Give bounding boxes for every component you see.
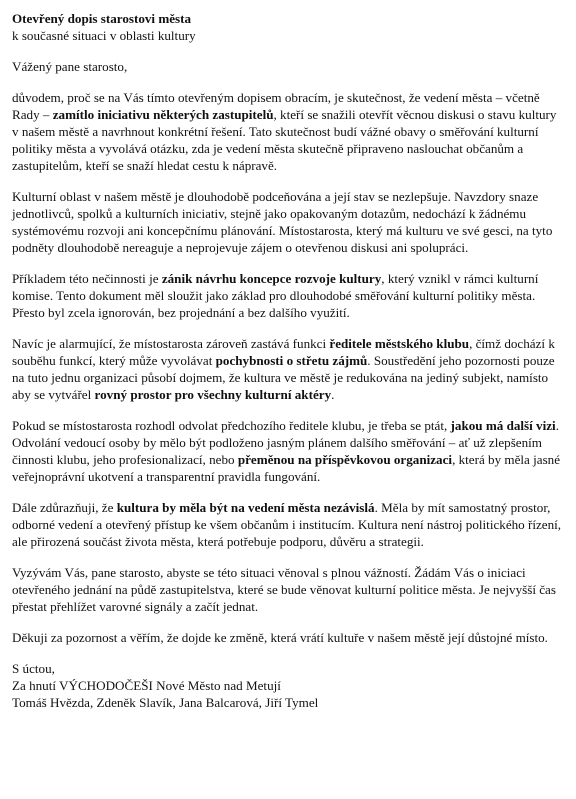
paragraph-text: Navíc je alarmující, že místostarosta zároveň zastává funkci xyxy=(12,336,330,351)
paragraph-text: Pokud se místostarosta rozhodl odvolat předchozího ředitele klubu, je třeba se ptát, xyxy=(12,418,451,433)
closing-organization: Za hnutí VÝCHODOČEŠI Nové Město nad Metují xyxy=(12,678,281,693)
body-paragraph xyxy=(12,188,562,256)
emphasized-text: zamítlo iniciativu některých zastupitelů xyxy=(52,107,274,122)
paragraph-text: Vyzývám Vás, pane starosto, abyste se této situaci věnoval s plnou vážností. Žádám Vás o iniciaci otevřeného jednání na půdě zastupitelstva, které se bude věnovat kulturní politice města. Je nejvyšší čas přestat přehlížet varovné signály a začít jednat. xyxy=(12,565,556,614)
emphasized-text: zánik návrhu koncepce rozvoje kultury xyxy=(161,271,382,286)
body-paragraph xyxy=(12,89,562,174)
emphasized-text: kultura by měla být na vedení města nezávislá xyxy=(116,500,375,515)
letter-subtitle: k současné situaci v oblasti kultury xyxy=(12,28,196,43)
paragraph-text: Kulturní oblast v našem městě je dlouhodobě podceňována a její stav se nezlepšuje. Navzdory snaze jednotlivců, spolků a kulturních iniciativ, stejně jako opakovaným dotazům, nedochází k žádnému systémovému rozvoji ani koncepčnímu plánování. Místostarosta, který má kulturu ve své gesci, na tyto podněty dlouhodobě nereaguje a neprojevuje zájem o otevřenou diskusi ani spolupráci. xyxy=(12,189,553,255)
paragraph-text: , která by měla jasné veřejnoprávní ukotvení a transparentní pravidla fungování. xyxy=(12,452,561,484)
body-paragraph xyxy=(12,270,562,321)
closing-signatories: Tomáš Hvězda, Zdeněk Slavík, Jana Balcarová, Jiří Tymel xyxy=(12,695,319,710)
body-paragraph xyxy=(12,564,562,615)
greeting: Vážený pane starosto, xyxy=(12,59,128,74)
emphasized-text: ředitele městského klubu xyxy=(329,336,470,351)
closing-salutation: S úctou, xyxy=(12,661,55,676)
body-paragraph xyxy=(12,629,562,646)
body-paragraph xyxy=(12,417,562,485)
emphasized-text: jakou má další vizi xyxy=(450,418,556,433)
paragraph-text: Příkladem této nečinnosti je xyxy=(12,271,162,286)
paragraph-text: Dále zdůrazňuji, že xyxy=(12,500,117,515)
paragraph-text: . Odvolání vedoucí osoby by mělo být podloženo jasným plánem dalšího směřování – ať už zlepšením činnosti klubu, jeho profesionalizací, nebo xyxy=(12,418,559,467)
paragraph-text: , který vznikl v rámci kulturní komise. Tento dokument měl sloužit jako základ pro dlouhodobé směřování kulturní politiky města. Přesto byl zcela ignorován, bez projednání a bez dalšího využití. xyxy=(12,271,539,320)
paragraph-text: . Soustředění jeho pozornosti pouze na tuto jednu organizaci působí dojmem, že kultura ve městě je redukována na jediný subjekt, namísto aby se vytvářel xyxy=(12,353,555,402)
body-paragraph xyxy=(12,499,562,550)
letter-body xyxy=(12,89,562,646)
paragraph-text: důvodem, proč se na Vás tímto otevřeným dopisem obracím, je skutečnost, že vedení města – včetně Rady – xyxy=(12,90,540,122)
paragraph-text: , čímž dochází k souběhu funkcí, který může vyvolávat xyxy=(12,336,555,368)
paragraph-text: . xyxy=(331,387,335,402)
emphasized-text: přeměnou na příspěvkovou organizaci xyxy=(237,452,453,467)
paragraph-text: . Měla by mít samostatný prostor, odborné vedení a otevřený přístup ke všem občanům i institucím. Kultura není nástroj politického řízení, ale přirozená součást života města, která potřebuje podporu, důvěru a strategii. xyxy=(12,500,562,549)
body-paragraph xyxy=(12,335,562,403)
emphasized-text: rovný prostor pro všechny kulturní aktéry xyxy=(94,387,332,402)
emphasized-text: pochybnosti o střetu zájmů xyxy=(215,353,368,368)
paragraph-text: , kteří se snažili otevřít věcnou diskusi o stavu kultury v našem městě a navrhnout konkrétní řešení. Tato skutečnost budí vážné obavy o směřování kulturní politiky města a vyvolává otázku, zda je vedení města skutečně připraveno naslouchat občanům a zastupitelům, kteří se snaží hledat cestu k nápravě. xyxy=(12,107,557,173)
letter-title: Otevřený dopis starostovi města xyxy=(12,11,192,26)
paragraph-text: Děkuji za pozornost a věřím, že dojde ke změně, která vrátí kultuře v našem městě její důstojné místo. xyxy=(12,630,548,645)
